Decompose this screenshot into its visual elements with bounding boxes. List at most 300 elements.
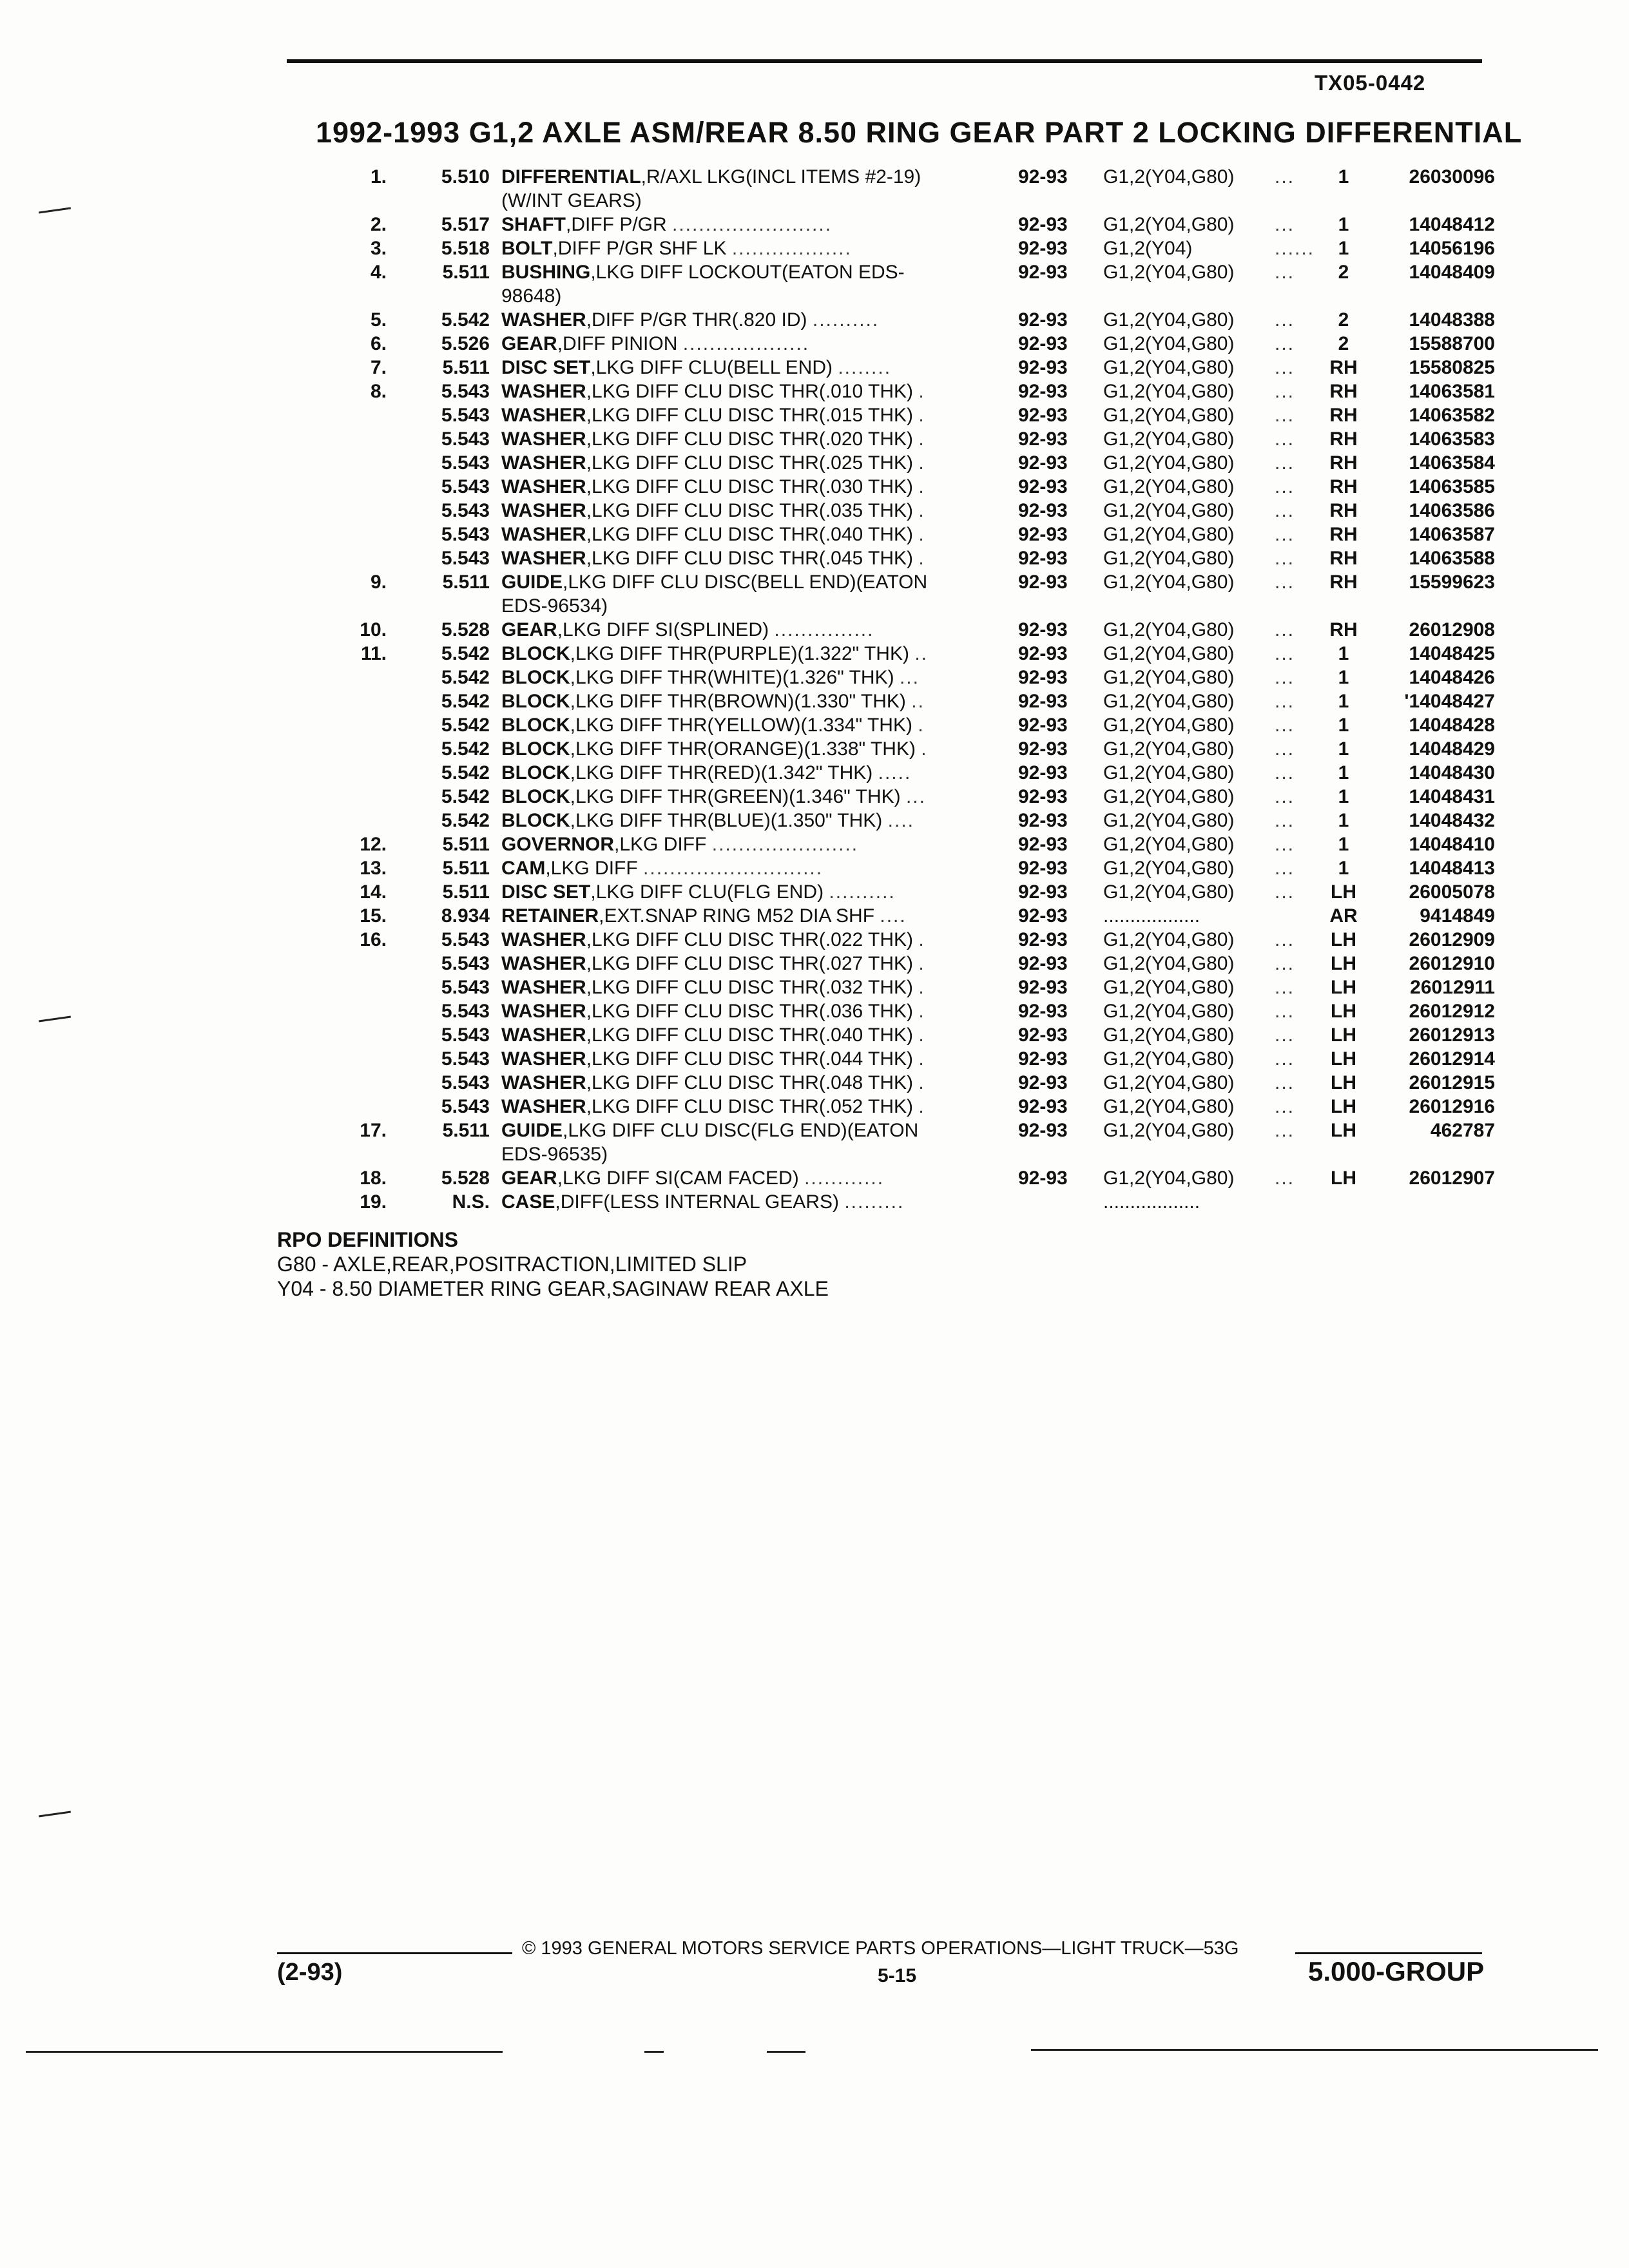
part-name: BLOCK <box>501 738 570 760</box>
dot-leader: ... <box>1275 738 1295 760</box>
quantity: 1 <box>1338 762 1349 783</box>
part-detail: ,LKG DIFF CLU DISC THR(.025 THK) <box>586 452 914 474</box>
part-number: 14048425 <box>1409 643 1495 664</box>
model-years: 92-93 <box>1018 238 1068 259</box>
part-detail: ,LKG DIFF SI(CAM FACED) <box>557 1168 799 1189</box>
part-detail: ,LKG DIFF THR(GREEN)(1.346" THK) <box>570 786 901 807</box>
group-number: 5.543 <box>441 1072 490 1093</box>
part-detail: ,LKG DIFF LOCKOUT(EATON EDS- <box>590 262 905 283</box>
scan-mark <box>644 2051 664 2053</box>
part-number: 14048409 <box>1409 262 1495 283</box>
model-years: 92-93 <box>1018 715 1068 736</box>
model-usage: G1,2(Y04,G80) <box>1103 452 1235 474</box>
quantity: 1 <box>1338 691 1349 712</box>
model-years: 92-93 <box>1018 524 1068 545</box>
part-row <box>0 546 1629 570</box>
part-detail: ,EXT.SNAP RING M52 DIA SHF <box>599 905 875 927</box>
model-usage: G1,2(Y04,G80) <box>1103 1024 1235 1046</box>
part-number: 14048388 <box>1409 309 1495 331</box>
group-number: N.S. <box>452 1191 490 1213</box>
model-usage: G1,2(Y04,G80) <box>1103 667 1235 688</box>
part-number: 14048410 <box>1409 834 1495 855</box>
part-description <box>501 952 1004 975</box>
model-years: 92-93 <box>1018 1001 1068 1022</box>
dot-leader: ........................... <box>643 858 824 879</box>
item-number: 14. <box>360 881 387 903</box>
parts-list <box>0 165 1629 1214</box>
item-number: 18. <box>360 1168 387 1189</box>
part-row <box>0 785 1629 809</box>
model-usage: G1,2(Y04,G80) <box>1103 405 1235 426</box>
model-years: 92-93 <box>1018 548 1068 569</box>
part-number: 26012912 <box>1409 1001 1495 1022</box>
part-row <box>0 975 1629 999</box>
part-number: 14063581 <box>1409 381 1495 402</box>
model-usage: G1,2(Y04,G80) <box>1103 953 1235 974</box>
model-years: 92-93 <box>1018 1120 1068 1141</box>
dot-leader: ... <box>1275 1024 1295 1046</box>
part-description <box>501 1119 1004 1142</box>
dot-leader: ... <box>1275 1120 1295 1141</box>
dot-leader: ... <box>1275 881 1295 903</box>
group-number: 5.510 <box>441 166 490 187</box>
dot-leader: ... <box>899 667 920 688</box>
item-number: 13. <box>360 858 387 879</box>
description-continuation-row <box>0 594 1629 618</box>
part-description <box>501 380 1004 403</box>
quantity: LH <box>1331 977 1356 998</box>
quantity: RH <box>1329 357 1358 378</box>
part-name: GEAR <box>501 1168 557 1189</box>
group-number: 5.543 <box>441 500 490 521</box>
part-name: WASHER <box>501 309 586 331</box>
model-usage: G1,2(Y04) <box>1103 238 1193 259</box>
part-number: 26012909 <box>1409 929 1495 950</box>
model-years: 92-93 <box>1018 881 1068 903</box>
part-name: BLOCK <box>501 643 570 664</box>
model-years: 92-93 <box>1018 834 1068 855</box>
dot-leader: ... <box>1275 333 1295 354</box>
dot-leader: ... <box>1275 715 1295 736</box>
part-description <box>501 451 1004 475</box>
quantity: 1 <box>1338 238 1349 259</box>
part-row <box>0 618 1629 642</box>
dot-leader: ... <box>1275 166 1295 187</box>
part-description <box>501 1047 1004 1071</box>
part-description <box>501 999 1004 1023</box>
quantity: 1 <box>1338 810 1349 831</box>
model-years: 92-93 <box>1018 452 1068 474</box>
dot-leader: ................... <box>682 333 810 354</box>
model-usage: G1,2(Y04,G80) <box>1103 1001 1235 1022</box>
part-name: WASHER <box>501 1024 586 1046</box>
part-detail: ,LKG DIFF CLU DISC THR(.040 THK) <box>586 524 914 545</box>
model-usage: G1,2(Y04,G80) <box>1103 810 1235 831</box>
part-detail: ,LKG DIFF THR(ORANGE)(1.338" THK) <box>570 738 916 760</box>
dot-leader: . <box>918 500 925 521</box>
dot-leader: ... <box>1275 643 1295 664</box>
part-name: GEAR <box>501 333 557 354</box>
quantity: 1 <box>1338 214 1349 235</box>
dot-leader: ... <box>1275 262 1295 283</box>
part-detail: ,LKG DIFF CLU DISC THR(.040 THK) <box>586 1024 914 1046</box>
description-continuation-row <box>0 284 1629 308</box>
part-number: 26030096 <box>1409 166 1495 187</box>
model-years: 92-93 <box>1018 262 1068 283</box>
document-id: TX05-0442 <box>1315 71 1426 95</box>
part-number: '14048427 <box>1404 691 1495 712</box>
description-continuation-row <box>0 189 1629 213</box>
group-number: 5.543 <box>441 452 490 474</box>
model-years: 92-93 <box>1018 929 1068 950</box>
model-years: 92-93 <box>1018 858 1068 879</box>
part-description <box>501 236 1004 260</box>
dot-leader: . <box>918 381 925 402</box>
quantity: 1 <box>1338 786 1349 807</box>
part-description <box>501 1166 1004 1190</box>
quantity: LH <box>1331 1048 1356 1070</box>
model-years: 92-93 <box>1018 977 1068 998</box>
quantity: 2 <box>1338 262 1349 283</box>
dot-leader: ... <box>1275 1048 1295 1070</box>
part-row <box>0 856 1629 880</box>
quantity: RH <box>1329 381 1358 402</box>
item-number: 9. <box>370 572 387 593</box>
header-rule <box>287 59 1482 63</box>
model-usage: G1,2(Y04,G80) <box>1103 166 1235 187</box>
part-number: 462787 <box>1430 1120 1495 1141</box>
part-number: 14048429 <box>1409 738 1495 760</box>
part-detail: ,LKG DIFF CLU DISC THR(.044 THK) <box>586 1048 914 1070</box>
part-detail: ,LKG DIFF CLU DISC THR(.048 THK) <box>586 1072 914 1093</box>
model-usage: G1,2(Y04,G80) <box>1103 428 1235 450</box>
part-detail: ,LKG DIFF CLU DISC THR(.030 THK) <box>586 476 914 497</box>
part-detail: ,LKG DIFF THR(BLUE)(1.350" THK) <box>570 810 883 831</box>
part-row <box>0 689 1629 713</box>
part-number: 15588700 <box>1409 333 1495 354</box>
dot-leader: ...................... <box>711 834 859 855</box>
part-name: BUSHING <box>501 262 591 283</box>
dot-leader: ... <box>1275 858 1295 879</box>
quantity: LH <box>1331 1120 1356 1141</box>
part-row <box>0 999 1629 1023</box>
part-row <box>0 427 1629 451</box>
dot-leader: ............... <box>774 619 874 640</box>
quantity: LH <box>1331 881 1356 903</box>
part-description <box>501 689 1004 713</box>
part-detail: ,DIFF(LESS INTERNAL GEARS) <box>555 1191 839 1213</box>
part-name: WASHER <box>501 1096 586 1117</box>
item-number: 17. <box>360 1120 387 1141</box>
part-name: BLOCK <box>501 810 570 831</box>
group-number: 5.543 <box>441 1001 490 1022</box>
description-continuation: 98648) <box>501 285 562 307</box>
dot-leader: .. <box>911 691 925 712</box>
part-description <box>501 880 1004 904</box>
part-number: 15599623 <box>1409 572 1495 593</box>
part-name: CASE <box>501 1191 555 1213</box>
part-row <box>0 737 1629 761</box>
dot-leader: ... <box>1275 1168 1295 1189</box>
model-years: 92-93 <box>1018 572 1068 593</box>
dot-leader: ... <box>1275 428 1295 450</box>
quantity: RH <box>1329 548 1358 569</box>
part-detail: ,LKG DIFF <box>545 858 638 879</box>
dot-leader: ... <box>1275 452 1295 474</box>
dot-leader: ... <box>1275 691 1295 712</box>
part-detail: ,LKG DIFF CLU(FLG END) <box>590 881 824 903</box>
part-name: GEAR <box>501 619 557 640</box>
part-detail: ,LKG DIFF THR(RED)(1.342" THK) <box>570 762 873 783</box>
quantity: 1 <box>1338 834 1349 855</box>
part-detail: ,LKG DIFF <box>614 834 707 855</box>
model-years: 92-93 <box>1018 905 1068 927</box>
model-usage: G1,2(Y04,G80) <box>1103 619 1235 640</box>
part-description <box>501 475 1004 499</box>
part-detail: ,LKG DIFF CLU DISC THR(.015 THK) <box>586 405 914 426</box>
group-number: 5.528 <box>441 619 490 640</box>
part-description <box>501 809 1004 832</box>
part-name: WASHER <box>501 500 586 521</box>
part-description <box>501 1095 1004 1119</box>
item-number: 15. <box>360 905 387 927</box>
part-description <box>501 666 1004 689</box>
dot-leader: . <box>918 405 925 426</box>
footer-copyright: © 1993 GENERAL MOTORS SERVICE PARTS OPERATIONS—LIGHT TRUCK—53G <box>522 1938 1239 1959</box>
part-name: WASHER <box>501 524 586 545</box>
group-number: 5.543 <box>441 548 490 569</box>
part-number: 26012914 <box>1409 1048 1495 1070</box>
part-row <box>0 928 1629 952</box>
part-number: 14063585 <box>1409 476 1495 497</box>
item-number: 6. <box>370 333 387 354</box>
model-usage: G1,2(Y04,G80) <box>1103 1168 1235 1189</box>
model-years: 92-93 <box>1018 691 1068 712</box>
dot-leader: . <box>918 953 925 974</box>
part-row <box>0 499 1629 523</box>
quantity: RH <box>1329 428 1358 450</box>
part-name: BLOCK <box>501 715 570 736</box>
part-number: 14048430 <box>1409 762 1495 783</box>
model-usage: G1,2(Y04,G80) <box>1103 691 1235 712</box>
part-number: 14063583 <box>1409 428 1495 450</box>
part-description <box>501 523 1004 546</box>
part-detail: ,LKG DIFF CLU DISC(BELL END)(EATON <box>563 572 928 593</box>
group-number: 5.511 <box>442 1120 490 1141</box>
part-description <box>501 213 1004 236</box>
part-name: WASHER <box>501 929 586 950</box>
scan-mark <box>767 2051 805 2053</box>
dot-leader: .... <box>880 905 907 927</box>
part-description <box>501 975 1004 999</box>
dot-leader: .......... <box>829 881 896 903</box>
part-row <box>0 380 1629 403</box>
part-detail: ,DIFF P/GR <box>566 214 667 235</box>
group-number: 5.543 <box>441 1024 490 1046</box>
group-number: 5.517 <box>441 214 490 235</box>
group-number: 5.543 <box>441 428 490 450</box>
part-name: BLOCK <box>501 691 570 712</box>
part-row <box>0 1071 1629 1095</box>
part-detail: ,DIFF PINION <box>557 333 678 354</box>
quantity: LH <box>1331 1072 1356 1093</box>
dot-leader: ... <box>1275 405 1295 426</box>
item-number: 1. <box>370 166 387 187</box>
dot-leader: . <box>918 929 925 950</box>
dot-leader: . <box>918 476 925 497</box>
footer-date: (2-93) <box>277 1959 343 1986</box>
description-continuation-row <box>0 1142 1629 1166</box>
model-usage: G1,2(Y04,G80) <box>1103 381 1235 402</box>
item-number: 2. <box>370 214 387 235</box>
part-name: BOLT <box>501 238 553 259</box>
part-description <box>501 427 1004 451</box>
dot-leader: ... <box>1275 953 1295 974</box>
quantity: LH <box>1331 1096 1356 1117</box>
part-description <box>501 737 1004 761</box>
dot-leader: . <box>918 1048 925 1070</box>
dot-leader: ... <box>1275 810 1295 831</box>
dot-leader: .... <box>887 810 914 831</box>
part-number: 14048412 <box>1409 214 1495 235</box>
part-row <box>0 1190 1629 1214</box>
quantity: RH <box>1329 619 1358 640</box>
item-number: 8. <box>370 381 387 402</box>
item-number: 7. <box>370 357 387 378</box>
part-description <box>501 308 1004 332</box>
model-usage: G1,2(Y04,G80) <box>1103 262 1235 283</box>
model-usage: G1,2(Y04,G80) <box>1103 309 1235 331</box>
model-years: 92-93 <box>1018 333 1068 354</box>
part-row <box>0 332 1629 356</box>
model-usage: G1,2(Y04,G80) <box>1103 834 1235 855</box>
part-row <box>0 403 1629 427</box>
part-name: WASHER <box>501 1072 586 1093</box>
description-continuation: (W/INT GEARS) <box>501 190 642 211</box>
dot-leader: ... <box>1275 1096 1295 1117</box>
item-number: 11. <box>360 643 387 664</box>
item-number: 4. <box>370 262 387 283</box>
part-detail: ,LKG DIFF SI(SPLINED) <box>557 619 769 640</box>
part-number: 26012916 <box>1409 1096 1495 1117</box>
part-description <box>501 165 1004 189</box>
description-continuation: EDS-96535) <box>501 1144 608 1165</box>
rpo-definitions <box>277 1227 829 1301</box>
model-usage: G1,2(Y04,G80) <box>1103 738 1235 760</box>
item-number: 19. <box>360 1191 387 1213</box>
part-row <box>0 904 1629 928</box>
part-row <box>0 570 1629 594</box>
part-row <box>0 713 1629 737</box>
part-number: 14048428 <box>1409 715 1495 736</box>
dot-leader: . <box>918 1072 925 1093</box>
item-number: 12. <box>360 834 387 855</box>
part-name: SHAFT <box>501 214 566 235</box>
dot-leader: ... <box>1275 786 1295 807</box>
dot-leader: ..... <box>878 762 912 783</box>
quantity: RH <box>1329 405 1358 426</box>
part-name: WASHER <box>501 1048 586 1070</box>
part-row <box>0 356 1629 380</box>
dot-leader: ... <box>1275 572 1295 593</box>
dot-leader: ... <box>1275 500 1295 521</box>
dot-leader: . <box>918 548 925 569</box>
part-description <box>501 713 1004 737</box>
dot-leader: ... <box>1275 619 1295 640</box>
part-name: WASHER <box>501 476 586 497</box>
quantity: 2 <box>1338 333 1349 354</box>
dot-leader: .. <box>914 643 928 664</box>
group-number: 5.543 <box>441 381 490 402</box>
model-years: 92-93 <box>1018 381 1068 402</box>
part-number: 26012908 <box>1409 619 1495 640</box>
part-number: 14063588 <box>1409 548 1495 569</box>
quantity: 1 <box>1338 166 1349 187</box>
quantity: RH <box>1329 524 1358 545</box>
group-number: 8.934 <box>441 905 490 927</box>
group-number: 5.511 <box>442 262 490 283</box>
group-number: 5.542 <box>441 667 490 688</box>
part-name: WASHER <box>501 428 586 450</box>
part-number: 14063586 <box>1409 500 1495 521</box>
part-detail: ,LKG DIFF CLU DISC THR(.035 THK) <box>586 500 914 521</box>
quantity: RH <box>1329 476 1358 497</box>
footer-group: 5.000-GROUP <box>1308 1956 1485 1986</box>
part-row <box>0 260 1629 284</box>
footer-rule-left <box>277 1952 512 1954</box>
group-number: 5.526 <box>441 333 490 354</box>
part-row <box>0 165 1629 189</box>
model-years: 92-93 <box>1018 953 1068 974</box>
scan-mark <box>39 1811 71 1818</box>
group-number: 5.511 <box>442 881 490 903</box>
model-years: 92-93 <box>1018 500 1068 521</box>
part-description <box>501 356 1004 380</box>
model-years: 92-93 <box>1018 1024 1068 1046</box>
item-number: 16. <box>360 929 387 950</box>
part-name: DIFFERENTIAL <box>501 166 641 187</box>
quantity: 2 <box>1338 309 1349 331</box>
dot-leader: ... <box>1275 929 1295 950</box>
part-detail: ,LKG DIFF THR(PURPLE)(1.322" THK) <box>570 643 909 664</box>
model-years: 92-93 <box>1018 428 1068 450</box>
dot-leader: . <box>921 738 928 760</box>
quantity: RH <box>1329 500 1358 521</box>
part-row <box>0 666 1629 689</box>
group-number: 5.543 <box>441 1048 490 1070</box>
dot-leader: ........ <box>838 357 892 378</box>
part-description <box>501 856 1004 880</box>
quantity: LH <box>1331 1001 1356 1022</box>
model-usage: G1,2(Y04,G80) <box>1103 1096 1235 1117</box>
part-description <box>501 546 1004 570</box>
quantity: 1 <box>1338 643 1349 664</box>
model-usage: G1,2(Y04,G80) <box>1103 1048 1235 1070</box>
model-years: 92-93 <box>1018 357 1068 378</box>
part-description <box>501 1071 1004 1095</box>
model-years: 92-93 <box>1018 1072 1068 1093</box>
part-detail: ,LKG DIFF THR(YELLOW)(1.334" THK) <box>570 715 912 736</box>
part-number: 14063582 <box>1409 405 1495 426</box>
group-number: 5.542 <box>441 715 490 736</box>
part-detail: ,R/AXL LKG(INCL ITEMS #2-19) <box>641 166 921 187</box>
quantity: 1 <box>1338 715 1349 736</box>
quantity: LH <box>1331 929 1356 950</box>
group-number: 5.543 <box>441 953 490 974</box>
dot-leader: ... <box>1275 1001 1295 1022</box>
part-name: WASHER <box>501 953 586 974</box>
footer-rule-right <box>1295 1952 1482 1954</box>
